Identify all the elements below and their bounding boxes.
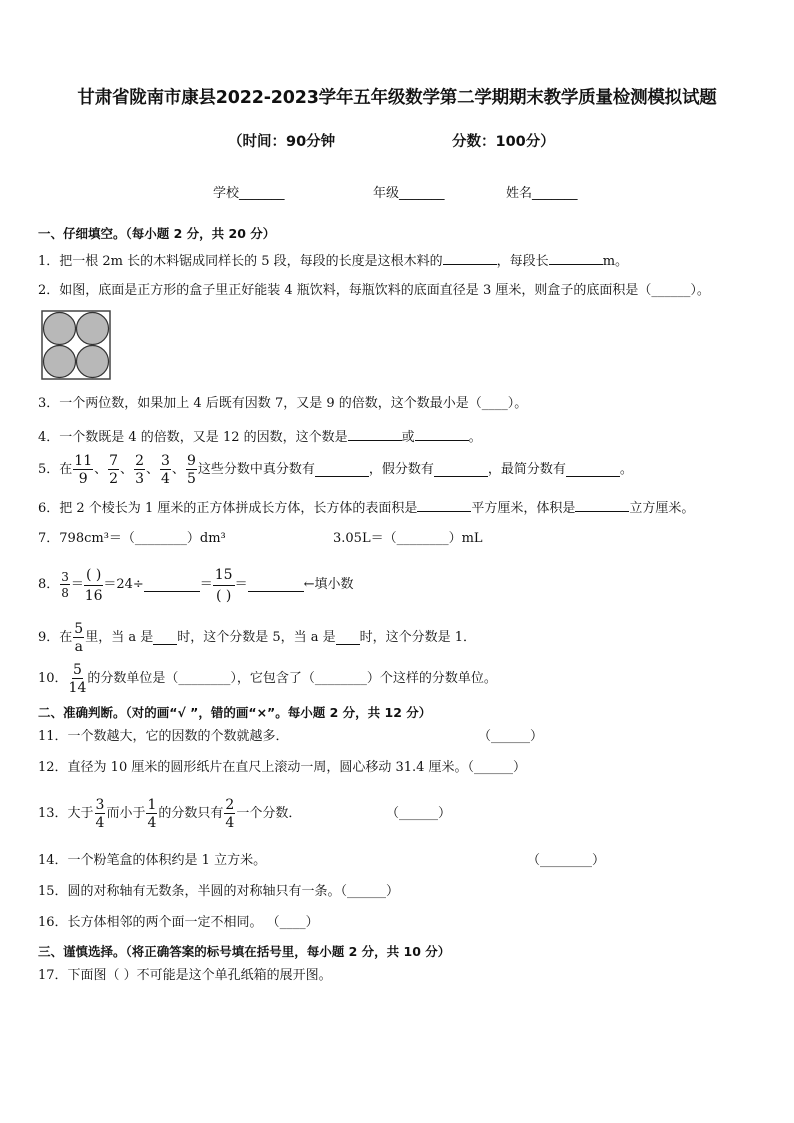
section-2-heading: 二、准确判断。（对的画“√ ”，错的画“×”。每小题 2 分，共 12 分）: [38, 705, 432, 720]
question-12: 12．直径为 10 厘米的圆形纸片在直尺上滚动一周，圆心移动 31.4 厘米。（______）: [38, 760, 527, 775]
section-3-heading: 三、谨慎选择。（将正确答案的标号填在括号里，每小题 2 分，共 10 分）: [38, 944, 451, 959]
fraction-7-2: $\frac{7}{2}$: [109, 453, 119, 487]
question-6: 6．把 2 个棱长为 1 厘米的正方体拼成长方体，长方体的表面积是 平方厘米，体积是 立方厘米。: [38, 501, 695, 516]
question-8: 8． $\frac{3}{8}$ ＝ ( ) 16 ＝24÷ ＝ 15 ( ) ＝ ←填小数: [38, 566, 354, 604]
question-14: 14．一个粉笔盒的体积约是 1 立方米。: [38, 853, 267, 868]
question-7a: 7．798cm³＝（________）dm³: [38, 531, 226, 546]
question-4: 4．一个数既是 4 的倍数，又是 12 的因数，这个数是 或 。: [38, 430, 482, 445]
question-13: 13．大于 $\frac{3}{4}$ 而小于 $\frac{1}{4}$ 的分数只有 $\frac{2}{4}$ 一个分数．: [38, 797, 302, 831]
fraction-3-4: $\frac{3}{4}$: [161, 453, 170, 487]
name-field: 姓名_______: [506, 186, 578, 201]
question-1: 1．把一根 2m 长的木料锯成同样长的 5 段，每段的长度是这根木料的 ，每段长 m。: [38, 254, 629, 269]
question-9: 9．在 $\frac{5}{a}$ 里，当 a 是 时，这个分数是 5，当 a 是 时，这个分数是 1．: [38, 621, 477, 655]
page-title: 甘肃省陇南市康县2022-2023学年五年级数学第二学期期末教学质量检测模拟试题: [77, 88, 717, 108]
question-7b: 3.05L＝（________）mL: [333, 531, 483, 546]
score-label: 分数：100分）: [452, 134, 555, 150]
question-10: 10． $\frac{5}{14}$ 的分数单位是（________），它包含了（________）个这样的分数单位。: [38, 662, 497, 696]
grade-field: 年级_______: [373, 186, 445, 201]
question-5: 5．在 $\frac{11}{9}$ 、 $\frac{7}{2}$ 、 $\frac{2}{3}$ 、 $\frac{3}{4}$ 、 $\frac{9}{5}$ 这些分数中真分数有 ，假分数有 ，最简分数有 。: [38, 453, 633, 487]
fraction-11-9: $\frac{11}{9}$: [74, 453, 93, 487]
question-14-answer: （________）: [527, 853, 606, 868]
time-label: （时间：90分钟: [228, 134, 336, 150]
question-13-answer: （______）: [386, 806, 452, 821]
section-1-heading: 一、仔细填空。（每小题 2 分，共 20 分）: [38, 226, 276, 241]
fraction-2-3: $\frac{2}{3}$: [135, 453, 144, 487]
question-11-answer: （______）: [478, 729, 544, 744]
question-17: 17．下面图（ ）不可能是这个单孔纸箱的展开图。: [38, 968, 332, 983]
question-2: 2．如图，底面是正方形的盒子里正好能装 4 瓶饮料，每瓶饮料的底面直径是 3 厘米，则盒子的底面积是（______）。: [38, 283, 710, 298]
school-field: 学校_______: [213, 186, 285, 201]
question-16: 16．长方体相邻的两个面一定不相同。 （____）: [38, 915, 319, 930]
question-15: 15．圆的对称轴有无数条，半圆的对称轴只有一条。（______）: [38, 884, 400, 899]
bottles-box-figure: [41, 310, 111, 380]
question-3: 3．一个两位数，如果加上 4 后既有因数 7，又是 9 的倍数，这个数最小是（____）。: [38, 396, 528, 411]
fraction-9-5: $\frac{9}{5}$: [186, 453, 196, 487]
question-11: 11．一个数越大，它的因数的个数就越多．: [38, 729, 289, 744]
